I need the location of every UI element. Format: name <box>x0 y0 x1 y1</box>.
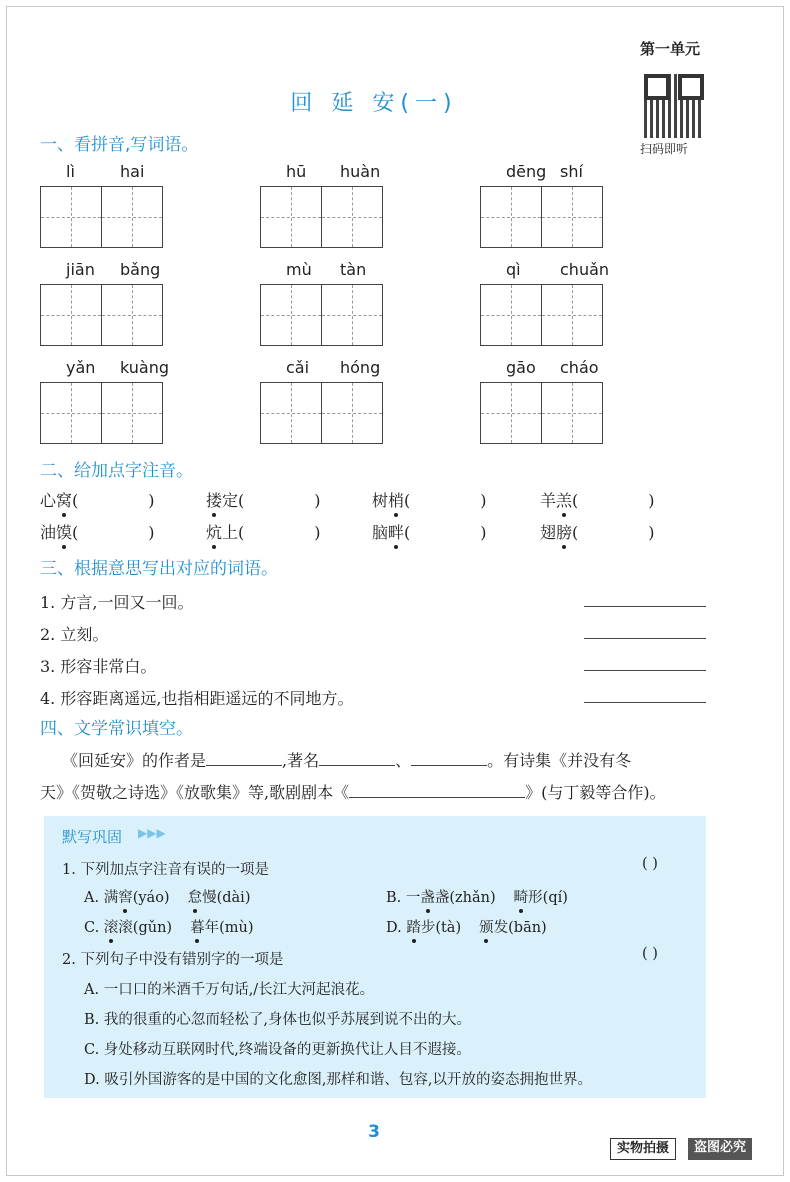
question-2-option[interactable]: B. 我的很重的心忽而轻松了,身体也似乎苏展到说不出的大。 <box>84 1012 471 1028</box>
annotate-item <box>40 488 164 511</box>
option-rest: 慢(dài) <box>202 890 251 906</box>
identity-blank-2[interactable] <box>411 765 487 766</box>
writing-grid <box>40 284 161 346</box>
question-1-paren[interactable]: ( ) <box>642 856 658 872</box>
pinyin-1: hū <box>286 162 307 181</box>
dotted-char: 膀 <box>556 523 573 542</box>
word-char: 脑 <box>372 523 389 542</box>
grid-cell[interactable] <box>101 186 163 248</box>
grid-cell[interactable] <box>480 284 542 346</box>
word-char: 油 <box>40 523 57 542</box>
grid-cell[interactable] <box>541 382 603 444</box>
pinyin-1: lì <box>66 162 75 181</box>
word-char: 树 <box>372 491 389 510</box>
dotted-char: 畸 <box>513 890 529 906</box>
word-char: 定 <box>222 491 239 510</box>
pinyin-2: tàn <box>340 260 367 279</box>
paren-close: ) <box>314 523 321 542</box>
pinyin-2: kuàng <box>120 358 170 377</box>
page-number: 3 <box>368 1122 380 1142</box>
grid-cell[interactable] <box>541 284 603 346</box>
annotate-item <box>540 520 664 543</box>
pinyin-1: mù <box>286 260 312 279</box>
question-2-stem: 2. 下列句子中没有错别字的一项是 <box>62 952 284 968</box>
literature-line-1: 《回延安》的作者是 ,著名 、 。有诗集《并没有冬 <box>62 751 632 770</box>
option-pinyin: 滚(gǔn) <box>118 920 173 936</box>
question-1-option[interactable] <box>386 886 676 907</box>
option-label: D. <box>386 920 407 936</box>
option-pinyin: 盏(zhǎn) <box>434 890 496 906</box>
writing-grid <box>480 382 601 444</box>
paren-close: ) <box>314 491 321 510</box>
grid-cell[interactable] <box>321 284 383 346</box>
question-2-option[interactable]: C. 身处移动互联网时代,终端设备的更新换代让人目不遐接。 <box>84 1042 471 1058</box>
answer-line[interactable] <box>584 702 706 703</box>
option-pinyin: 步(tà) <box>420 920 462 936</box>
question-1-option[interactable] <box>386 916 676 937</box>
paren-close: ) <box>480 523 487 542</box>
grid-cell[interactable] <box>260 284 322 346</box>
section-1-heading: 一、看拼音,写词语。 <box>40 135 199 155</box>
grid-cell[interactable] <box>260 186 322 248</box>
question-2-paren[interactable]: ( ) <box>642 946 658 962</box>
author-blank[interactable] <box>206 765 282 766</box>
annotate-item <box>372 520 496 543</box>
section-4-heading: 四、文学常识填空。 <box>40 719 193 739</box>
writing-grid <box>260 382 381 444</box>
grid-cell[interactable] <box>321 382 383 444</box>
dotted-char: 梢 <box>388 491 405 510</box>
dotted-char: 窝 <box>56 491 73 510</box>
question-2-option[interactable]: D. 吸引外国游客的是中国的文化愈图,那样和谐、包容,以开放的姿态拥抱世界。 <box>84 1072 593 1088</box>
option-pinyin: (yáo) <box>132 890 170 906</box>
paren-open: ( <box>404 523 411 542</box>
pinyin-2: hai <box>120 162 145 181</box>
annotate-item <box>372 488 496 511</box>
option-label: B. 一 <box>386 890 421 906</box>
grid-cell[interactable] <box>40 186 102 248</box>
stamp-right: 盗图必究 <box>688 1138 752 1160</box>
writing-grid <box>260 186 381 248</box>
writing-grid <box>260 284 381 346</box>
dotted-char: 踏 <box>406 920 421 936</box>
dotted-char: 滚 <box>103 920 119 936</box>
pinyin-2: bǎng <box>120 260 161 279</box>
pinyin-1: gāo <box>506 358 536 377</box>
annotate-item <box>206 488 330 511</box>
paren-close: ) <box>480 491 487 510</box>
paren-open: ( <box>404 491 411 510</box>
dotted-char: 搂 <box>206 491 223 510</box>
option-label: A. 满 <box>84 890 119 906</box>
dotted-char: 怠 <box>187 890 203 906</box>
question-1-option[interactable] <box>84 886 374 907</box>
paren-open: ( <box>72 523 79 542</box>
writing-grid <box>480 186 601 248</box>
pinyin-2: hóng <box>340 358 381 377</box>
opera-blank[interactable] <box>349 797 525 798</box>
answer-line[interactable] <box>584 638 706 639</box>
paren-open: ( <box>238 491 245 510</box>
grid-cell[interactable] <box>480 186 542 248</box>
annotate-item <box>540 488 664 511</box>
pinyin-1: yǎn <box>66 358 96 377</box>
paren-open: ( <box>572 523 579 542</box>
option-rest: 年(mù) <box>204 920 254 936</box>
dotted-char: 馍 <box>56 523 73 542</box>
definition-item: 1. 方言,一回又一回。 <box>40 593 194 612</box>
grid-cell[interactable] <box>260 382 322 444</box>
paren-close: ) <box>648 523 655 542</box>
option-rest: 形(qí) <box>528 890 568 906</box>
dotted-char: 窖 <box>118 890 133 906</box>
answer-line[interactable] <box>584 606 706 607</box>
pinyin-2: chuǎn <box>560 260 610 279</box>
qr-label: 扫码即听 <box>640 142 689 156</box>
writing-grid <box>40 382 161 444</box>
dotted-char: 暮 <box>190 920 205 936</box>
question-1-option[interactable] <box>84 916 374 937</box>
question-1-stem: 1. 下列加点字注音有误的一项是 <box>62 862 269 878</box>
section-2-heading: 二、给加点字注音。 <box>40 461 193 481</box>
grid-cell[interactable] <box>40 284 102 346</box>
option-rest: 发(bān) <box>493 920 547 936</box>
paren-open: ( <box>572 491 579 510</box>
dotted-char: 炕 <box>206 523 223 542</box>
unit-label: 第一单元 <box>640 40 701 58</box>
paren-open: ( <box>72 491 79 510</box>
grid-cell[interactable] <box>40 382 102 444</box>
section-3-heading: 三、根据意思写出对应的词语。 <box>40 559 278 579</box>
pinyin-2: cháo <box>560 358 599 377</box>
pinyin-1: cǎi <box>286 358 310 377</box>
identity-blank-1[interactable] <box>319 765 395 766</box>
arrows-icon: ▶▶▶ <box>138 826 166 840</box>
annotate-item <box>40 520 164 543</box>
word-char: 羊 <box>540 491 557 510</box>
question-2-option[interactable]: A. 一口口的米酒千万句话,/长江大河起浪花。 <box>84 982 375 998</box>
answer-line[interactable] <box>584 670 706 671</box>
dotted-char: 畔 <box>388 523 405 542</box>
writing-grid <box>40 186 161 248</box>
dotted-char: 颁 <box>479 920 494 936</box>
grid-cell[interactable] <box>101 284 163 346</box>
definition-item: 4. 形容距离遥远,也指相距遥远的不同地方。 <box>40 689 354 708</box>
annotate-item <box>206 520 330 543</box>
pinyin-1: jiān <box>66 260 95 279</box>
stamp-left: 实物拍摄 <box>610 1138 676 1160</box>
pinyin-2: shí <box>560 162 583 181</box>
option-label: C. <box>84 920 104 936</box>
grid-cell[interactable] <box>480 382 542 444</box>
grid-cell[interactable] <box>101 382 163 444</box>
dotted-char: 盏 <box>420 890 435 906</box>
grid-cell[interactable] <box>541 186 603 248</box>
dotted-char: 羔 <box>556 491 573 510</box>
word-char: 心 <box>40 491 57 510</box>
pinyin-2: huàn <box>340 162 381 181</box>
pinyin-1: dēng <box>506 162 547 181</box>
paren-close: ) <box>648 491 655 510</box>
word-char: 翅 <box>540 523 557 542</box>
pinyin-1: qì <box>506 260 521 279</box>
definition-item: 3. 形容非常白。 <box>40 657 157 676</box>
practice-heading: 默写巩固 <box>62 828 123 846</box>
page-title: 回 延 安(一) <box>290 91 458 116</box>
literature-line-2: 天》《贺敬之诗选》《放歌集》等,歌剧剧本《 》(与丁毅等合作)。 <box>40 783 666 802</box>
grid-cell[interactable] <box>321 186 383 248</box>
paren-close: ) <box>148 491 155 510</box>
paren-open: ( <box>238 523 245 542</box>
word-char: 上 <box>222 523 239 542</box>
paren-close: ) <box>148 523 155 542</box>
definition-item: 2. 立刻。 <box>40 625 109 644</box>
writing-grid <box>480 284 601 346</box>
